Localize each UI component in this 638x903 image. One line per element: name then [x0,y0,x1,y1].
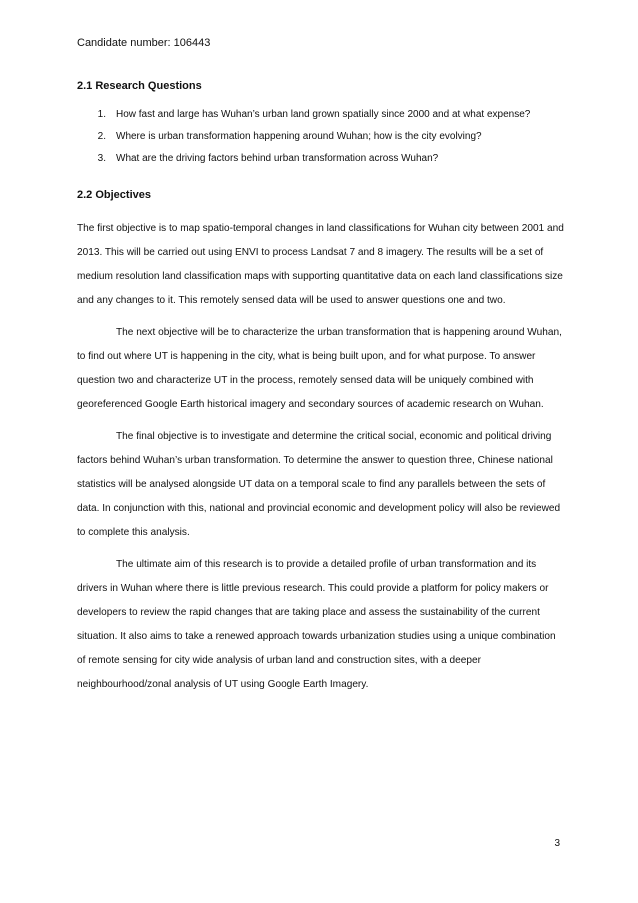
list-item-number: 1. [97,109,106,120]
research-questions-list [77,108,577,174]
list-item [77,130,577,152]
list-item-text: How fast and large has Wuhan’s urban land grown spatially since 2000 and at what expense? [116,109,531,120]
objectives-paragraph: The ultimate aim of this research is to provide a detailed profile of urban transformation and its drivers in Wuhan where there is little previous research. This could provide a platform for policy makers or developers to review the rapid changes that are taking place and assess the sustainability of the current situation. It also aims to take a renewed approach towards urbanization studies using a unique combination of remote sensing for city wide analysis of urban land and construction sites, with a deeper neighbourhood/zonal analysis of UT using Google Earth Imagery. [77,559,556,690]
list-item [77,152,577,174]
objectives-paragraph: The first objective is to map spatio-temporal changes in land classifications for Wuhan city between 2001 and 2013. This will be carried out using ENVI to process Landsat 7 and 8 imagery. The results will be a set of medium resolution land classification maps with supporting quantitative data on each land classifications size and any changes to it. This remotely sensed data will be used to answer questions one and two. [77,223,564,306]
objectives-paragraph: The final objective is to investigate and determine the critical social, economic and political driving factors behind Wuhan’s urban transformation. To determine the answer to question three, Chinese national statistics will be analysed alongside UT data on a temporal scale to find any parallels between the sets of data. In conjunction with this, national and provincial economic and development policy will also be reviewed to complete this analysis. [77,431,561,538]
list-item [77,108,577,130]
objectives-paragraph: The next objective will be to characterize the urban transformation that is happening around Wuhan, to find out where UT is happening in the city, what is being built upon, and for what purpose. To answer question two and characterize UT in the process, remotely sensed data will be uniquely combined with georeferenced Google Earth historical imagery and secondary sources of academic research on Wuhan. [77,327,562,410]
research-questions-heading: 2.1 Research Questions [77,80,202,92]
objectives-body [77,217,564,705]
list-item-number: 3. [97,153,106,164]
candidate-number-header: Candidate number: 106443 [77,37,211,49]
objectives-heading: 2.2 Objectives [77,189,151,201]
list-item-text: What are the driving factors behind urban transformation across Wuhan? [116,153,439,164]
list-item-text: Where is urban transformation happening around Wuhan; how is the city evolving? [116,131,482,142]
page-number: 3 [554,838,560,849]
list-item-number: 2. [97,131,106,142]
